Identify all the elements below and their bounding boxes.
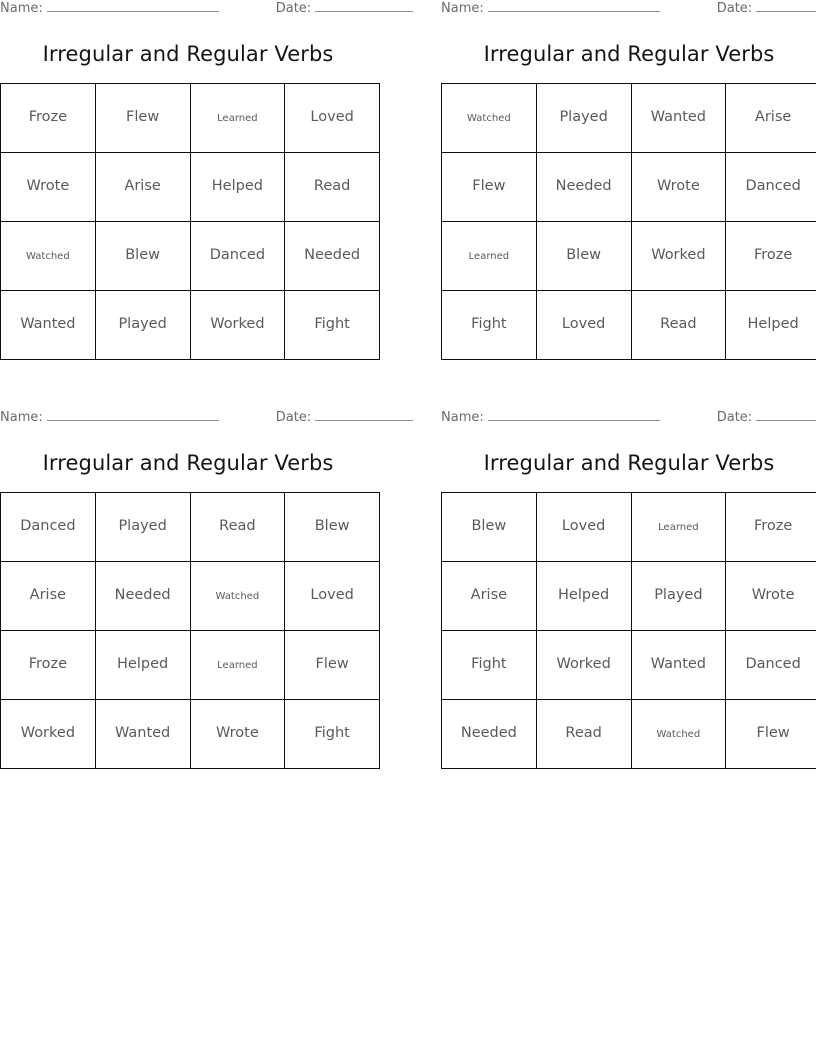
bingo-cell[interactable]: Blew xyxy=(95,222,190,291)
date-label: Date: xyxy=(275,410,312,425)
bingo-cell[interactable]: Danced xyxy=(726,153,816,222)
bingo-row xyxy=(1,291,380,360)
worksheet-title: Irregular and Regular Verbs xyxy=(42,42,334,66)
name-input-line[interactable] xyxy=(488,0,660,12)
bingo-row xyxy=(1,153,380,222)
date-label: Date: xyxy=(716,1,753,16)
worksheet-title: Irregular and Regular Verbs xyxy=(483,42,775,66)
bingo-cell[interactable]: Fight xyxy=(285,700,380,769)
date-field xyxy=(717,0,816,16)
bingo-cell[interactable]: Watched xyxy=(631,700,726,769)
name-label: Name: xyxy=(0,410,43,425)
name-field xyxy=(0,409,219,425)
bingo-grid xyxy=(0,83,380,360)
date-label: Date: xyxy=(275,1,312,16)
bingo-cell[interactable]: Helped xyxy=(536,562,631,631)
bingo-cell[interactable]: Wanted xyxy=(1,291,96,360)
name-field xyxy=(0,0,219,16)
bingo-cell[interactable]: Played xyxy=(631,562,726,631)
date-input-line[interactable] xyxy=(315,409,413,421)
bingo-row xyxy=(442,631,816,700)
bingo-row xyxy=(442,291,816,360)
card-bottom-right xyxy=(441,409,816,769)
date-field xyxy=(717,409,816,425)
worksheet-title: Irregular and Regular Verbs xyxy=(483,451,775,475)
bingo-cell[interactable]: Needed xyxy=(95,562,190,631)
bingo-cell[interactable]: Learned xyxy=(190,84,285,153)
bingo-cell[interactable]: Froze xyxy=(726,222,816,291)
date-field xyxy=(276,409,413,425)
bingo-cell[interactable]: Flew xyxy=(285,631,380,700)
bingo-cell[interactable]: Played xyxy=(95,291,190,360)
bingo-cell[interactable]: Arise xyxy=(726,84,816,153)
bingo-cell[interactable]: Wrote xyxy=(631,153,726,222)
bingo-cell[interactable]: Flew xyxy=(95,84,190,153)
bingo-row xyxy=(442,222,816,291)
worksheet-header xyxy=(441,0,816,18)
bingo-cell[interactable]: Wrote xyxy=(1,153,96,222)
date-input-line[interactable] xyxy=(756,409,816,421)
worksheet-header xyxy=(441,409,816,427)
bingo-cell[interactable]: Needed xyxy=(536,153,631,222)
bingo-cell[interactable]: Froze xyxy=(726,493,816,562)
bingo-cell[interactable]: Wanted xyxy=(631,631,726,700)
bingo-row xyxy=(1,493,380,562)
bingo-cell[interactable]: Fight xyxy=(442,631,537,700)
bingo-cell[interactable]: Played xyxy=(95,493,190,562)
bingo-cell[interactable]: Worked xyxy=(190,291,285,360)
bingo-row xyxy=(442,562,816,631)
bingo-row xyxy=(442,84,816,153)
bingo-cell[interactable]: Blew xyxy=(285,493,380,562)
bingo-cell[interactable]: Blew xyxy=(442,493,537,562)
bingo-cell[interactable]: Read xyxy=(536,700,631,769)
bingo-cell[interactable]: Danced xyxy=(1,493,96,562)
bingo-row xyxy=(1,631,380,700)
bingo-cell[interactable]: Arise xyxy=(95,153,190,222)
bingo-cell[interactable]: Arise xyxy=(1,562,96,631)
bingo-cell[interactable]: Played xyxy=(536,84,631,153)
bingo-row xyxy=(442,153,816,222)
bingo-cell[interactable]: Wanted xyxy=(95,700,190,769)
bingo-cell[interactable]: Arise xyxy=(442,562,537,631)
name-label: Name: xyxy=(441,410,484,425)
bingo-cell[interactable]: Flew xyxy=(726,700,816,769)
bingo-cell[interactable]: Worked xyxy=(536,631,631,700)
name-label: Name: xyxy=(441,1,484,16)
bingo-cell[interactable]: Danced xyxy=(190,222,285,291)
date-label: Date: xyxy=(716,410,753,425)
card-bottom-left xyxy=(0,409,376,769)
bingo-cell[interactable]: Loved xyxy=(536,291,631,360)
card-top-left xyxy=(0,0,376,360)
date-input-line[interactable] xyxy=(315,0,413,12)
bingo-grid xyxy=(441,492,816,769)
bingo-row xyxy=(1,84,380,153)
bingo-cell[interactable]: Fight xyxy=(285,291,380,360)
bingo-row xyxy=(442,700,816,769)
bingo-cell[interactable]: Needed xyxy=(285,222,380,291)
name-label: Name: xyxy=(0,1,43,16)
name-input-line[interactable] xyxy=(488,409,660,421)
bingo-cell[interactable]: Blew xyxy=(536,222,631,291)
bingo-cell[interactable]: Learned xyxy=(190,631,285,700)
bingo-grid xyxy=(441,83,816,360)
bingo-cell[interactable]: Wrote xyxy=(190,700,285,769)
bingo-cell[interactable]: Needed xyxy=(442,700,537,769)
bingo-cell[interactable]: Flew xyxy=(442,153,537,222)
name-field xyxy=(441,409,660,425)
bingo-cell[interactable]: Watched xyxy=(1,222,96,291)
bingo-cell[interactable]: Fight xyxy=(442,291,537,360)
bingo-cell[interactable]: Learned xyxy=(631,493,726,562)
bingo-cell[interactable]: Read xyxy=(190,493,285,562)
bingo-cell[interactable]: Helped xyxy=(95,631,190,700)
card-top-right xyxy=(441,0,816,360)
bingo-cell[interactable]: Danced xyxy=(726,631,816,700)
date-input-line[interactable] xyxy=(756,0,816,12)
bingo-cell[interactable]: Helped xyxy=(190,153,285,222)
bingo-cell[interactable]: Worked xyxy=(1,700,96,769)
bingo-cell[interactable]: Froze xyxy=(1,84,96,153)
bingo-row xyxy=(1,700,380,769)
worksheet-header xyxy=(0,0,376,18)
bingo-cell[interactable]: Learned xyxy=(442,222,537,291)
bingo-cell[interactable]: Froze xyxy=(1,631,96,700)
bingo-cell[interactable]: Wrote xyxy=(726,562,816,631)
bingo-cell[interactable]: Watched xyxy=(442,84,537,153)
bingo-row xyxy=(442,493,816,562)
date-field xyxy=(276,0,413,16)
worksheet-header xyxy=(0,409,376,427)
bingo-grid xyxy=(0,492,380,769)
bingo-cell[interactable]: Read xyxy=(631,291,726,360)
name-input-line[interactable] xyxy=(47,409,219,421)
bingo-cell[interactable]: Worked xyxy=(631,222,726,291)
bingo-cell[interactable]: Read xyxy=(285,153,380,222)
name-field xyxy=(441,0,660,16)
bingo-row xyxy=(1,222,380,291)
worksheet-title: Irregular and Regular Verbs xyxy=(42,451,334,475)
bingo-row xyxy=(1,562,380,631)
bingo-cell[interactable]: Wanted xyxy=(631,84,726,153)
bingo-cell[interactable]: Loved xyxy=(536,493,631,562)
bingo-cell[interactable]: Helped xyxy=(726,291,816,360)
bingo-cell[interactable]: Watched xyxy=(190,562,285,631)
bingo-cell[interactable]: Loved xyxy=(285,562,380,631)
name-input-line[interactable] xyxy=(47,0,219,12)
bingo-cell[interactable]: Loved xyxy=(285,84,380,153)
